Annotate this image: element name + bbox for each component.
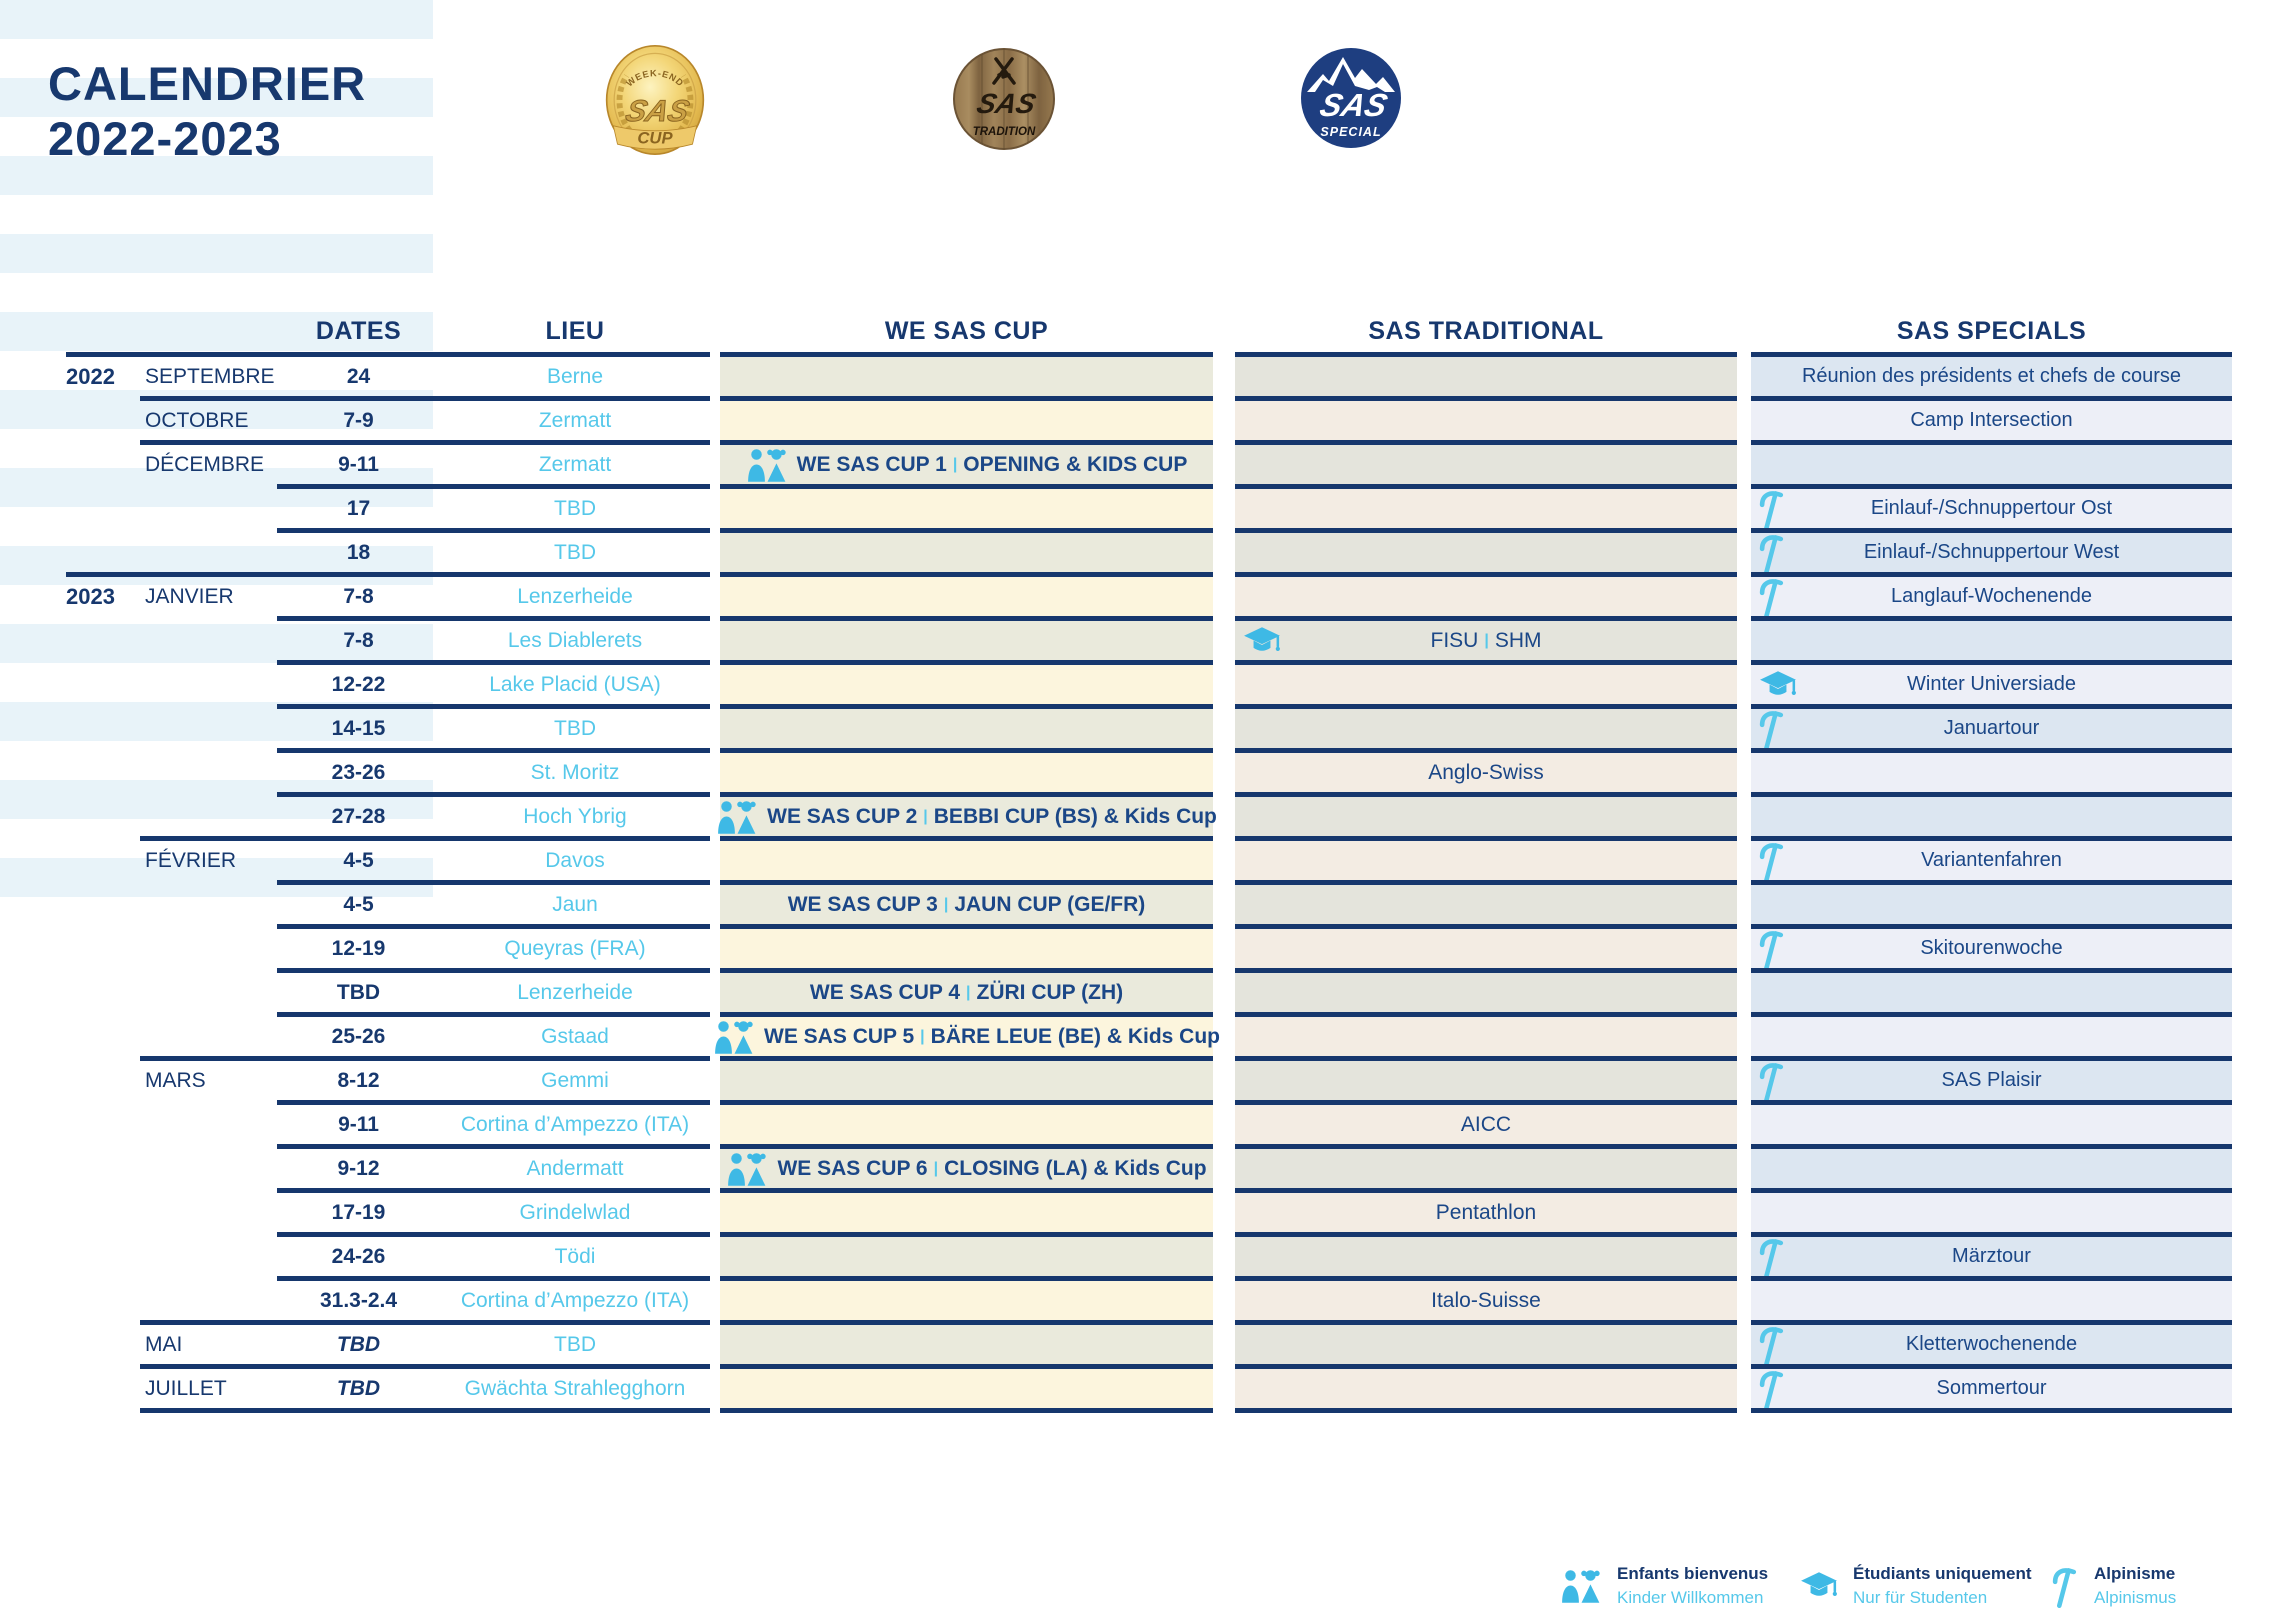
tradition-event-cell [1235, 885, 1737, 924]
specials-event-label: Skitourenwoche [1920, 937, 2063, 959]
date-cell: 23-26 [331, 761, 386, 784]
cup-event-detail: CLOSING (LA) & Kids Cup [944, 1156, 1207, 1180]
pipe-separator: | [952, 455, 958, 473]
legend-label-de: Kinder Willkommen [1617, 1587, 1764, 1607]
specials-event-cell [1751, 797, 2232, 836]
legend-labels [1853, 1562, 2032, 1610]
date-lieu-row-bg [0, 273, 433, 312]
cup-event-cell [720, 1193, 1213, 1232]
lieu-cell: Hoch Ybrig [523, 805, 627, 828]
cup-event-cell [720, 885, 1213, 924]
cup-event-cell [720, 1325, 1213, 1364]
lieu-cell: Lenzerheide [517, 981, 633, 1004]
medal-cup-text: CUP [637, 128, 673, 148]
date-lieu-row-bg [0, 195, 433, 234]
specials-event-cell [1751, 445, 2232, 484]
pipe-separator: | [923, 807, 928, 825]
cup-event-cell [720, 929, 1213, 968]
lieu-cell: Cortina d’Ampezzo (ITA) [460, 1113, 690, 1136]
specials-event-label: Januartour [1943, 717, 2040, 739]
lieu-cell: Jaun [552, 893, 598, 916]
kids-icon [746, 447, 788, 483]
date-cell: 7-8 [343, 629, 374, 652]
legend-item [1800, 1562, 2032, 1610]
date-cell: TBD [336, 1377, 381, 1400]
column-header-lieu: LIEU [545, 317, 605, 345]
date-cell: 17-19 [331, 1201, 386, 1224]
month-label: MARS [145, 1069, 206, 1092]
table-bottom-line [140, 1408, 710, 1413]
specials-event-cell [1751, 1105, 2232, 1144]
lieu-cell: Lenzerheide [517, 585, 633, 608]
specials-event-cell [1751, 1237, 2232, 1276]
cup-event-cell [720, 709, 1213, 748]
cup-event-cell [720, 665, 1213, 704]
cup-event-cell [720, 753, 1213, 792]
date-cell: 4-5 [343, 849, 374, 872]
lieu-cell: Andermatt [526, 1157, 624, 1180]
graduation-cap-icon [1243, 626, 1281, 656]
month-label: JUILLET [145, 1377, 227, 1400]
cup-event-title: WE SAS CUP 1 [796, 452, 947, 476]
date-cell: TBD [336, 981, 381, 1004]
cup-event-title: WE SAS CUP 2 [767, 804, 918, 828]
legend-label-fr: Alpinisme [2094, 1564, 2176, 1583]
tradition-event-cell [1235, 1061, 1737, 1100]
tradition-event-cell [1235, 577, 1737, 616]
cup-event-cell [720, 973, 1213, 1012]
specials-event-cell [1751, 753, 2232, 792]
tradition-event-cell [1235, 1369, 1737, 1408]
tradition-event-cell [1235, 489, 1737, 528]
date-cell: 8-12 [337, 1069, 380, 1092]
tradition-event-cell [1235, 445, 1737, 484]
specials-event-label: Märztour [1952, 1245, 2031, 1267]
specials-event-label: Einlauf-/Schnuppertour Ost [1870, 497, 2113, 519]
pipe-separator: | [920, 1027, 925, 1045]
table-bottom-line [720, 1408, 1213, 1413]
column-header-we-sas-cup: WE SAS CUP [884, 317, 1049, 345]
year-label: 2022 [66, 364, 115, 389]
date-cell: 7-9 [343, 409, 374, 432]
table-bottom-line [1235, 1408, 1737, 1413]
date-cell: 9-11 [338, 453, 379, 476]
specials-event-cell [1751, 885, 2232, 924]
cup-event-cell [720, 841, 1213, 880]
specials-event-cell [1751, 1061, 2232, 1100]
date-cell: TBD [336, 1333, 381, 1356]
specials-event-label: Langlauf-Wochenende [1891, 585, 2092, 607]
year-label: 2023 [66, 584, 115, 609]
lieu-cell: Queyras (FRA) [504, 937, 646, 960]
tradition-event-cell [1235, 1149, 1737, 1188]
tradition-event-cell [1235, 357, 1737, 396]
specials-event-cell [1751, 665, 2232, 704]
date-cell: 12-22 [331, 673, 386, 696]
tradition-label: TRADITION [972, 126, 1036, 138]
tradition-event-cell [1235, 753, 1737, 792]
tradition-event-cell [1235, 709, 1737, 748]
lieu-cell: TBD [554, 497, 596, 520]
tradition-event-cell [1235, 401, 1737, 440]
tradition-event-cell [1235, 665, 1737, 704]
specials-event-cell [1751, 1017, 2232, 1056]
lieu-cell: Gemmi [541, 1069, 609, 1092]
lieu-cell: Grindelwlad [519, 1201, 631, 1224]
column-header-sas-specials: SAS SPECIALS [1896, 317, 2087, 345]
tradition-event-cell [1235, 929, 1737, 968]
date-cell: 9-12 [337, 1157, 380, 1180]
medal-weekend-text: WEEK-END [624, 68, 686, 89]
ice-axe-icon [1759, 575, 1786, 619]
kids-icon [1560, 1568, 1602, 1604]
column-header-dates: DATES [315, 317, 402, 345]
page-title-line2: 2022-2023 [48, 112, 282, 166]
date-cell: 4-5 [343, 893, 374, 916]
specials-event-cell [1751, 1193, 2232, 1232]
cup-event-detail: OPENING & KIDS CUP [963, 452, 1188, 476]
specials-event-cell [1751, 1369, 2232, 1408]
legend-item [1560, 1562, 1768, 1610]
cup-event-cell [720, 1149, 1213, 1188]
lieu-cell: TBD [554, 541, 596, 564]
date-cell: 27-28 [331, 805, 386, 828]
table-bottom-line [1751, 1408, 2232, 1413]
lieu-cell: Cortina d’Ampezzo (ITA) [460, 1289, 690, 1312]
cup-event-cell [720, 1017, 1220, 1056]
cup-event-cell [720, 401, 1213, 440]
ice-axe-icon [2052, 1564, 2079, 1608]
lieu-cell: Gwächta Strahlegghorn [464, 1377, 686, 1400]
cup-event-cell [720, 533, 1213, 572]
ice-axe-icon [1759, 1367, 1786, 1411]
specials-event-label: Variantenfahren [1921, 849, 2062, 871]
tradition-event-label: Italo-Suisse [1431, 1288, 1541, 1312]
specials-event-label: Einlauf-/Schnuppertour West [1863, 541, 2120, 563]
date-cell: 14-15 [331, 717, 386, 740]
specials-event-cell [1751, 621, 2232, 660]
special-sas-mark: SAS [1316, 87, 1392, 123]
cup-event-title: WE SAS CUP 5 [764, 1024, 915, 1048]
medal-sas-mark: SAS [622, 94, 693, 128]
cup-event-detail: BEBBI CUP (BS) & Kids Cup [933, 804, 1217, 828]
ice-axe-icon [1759, 839, 1786, 883]
sas-tradition-logo [952, 47, 1056, 151]
tradition-event-cell [1235, 1237, 1737, 1276]
pipe-separator: | [966, 983, 971, 1001]
kids-icon [716, 799, 758, 835]
kids-icon [713, 1019, 755, 1055]
month-label: JANVIER [145, 585, 234, 608]
date-cell: 31.3-2.4 [319, 1289, 398, 1312]
tradition-event-label: Pentathlon [1435, 1200, 1537, 1224]
kids-icon [726, 1151, 768, 1187]
specials-event-label: Camp Intersection [1910, 409, 2073, 431]
ice-axe-icon [1759, 531, 1786, 575]
page-title [48, 56, 366, 167]
legend-labels [2094, 1562, 2176, 1610]
specials-event-cell [1751, 929, 2232, 968]
cup-event-detail: JAUN CUP (GE/FR) [954, 892, 1146, 916]
cup-event-cell [720, 1281, 1213, 1320]
cup-event-cell [720, 1061, 1213, 1100]
cup-event-detail: BÄRE LEUE (BE) & Kids Cup [930, 1024, 1220, 1048]
ice-axe-icon [1759, 1323, 1786, 1367]
cup-event-cell [720, 1105, 1213, 1144]
cup-event-cell [720, 489, 1213, 528]
specials-event-cell [1751, 1149, 2232, 1188]
cup-event-cell [720, 577, 1213, 616]
specials-event-cell [1751, 1325, 2232, 1364]
column-header-sas-traditional: SAS TRADITIONAL [1368, 317, 1604, 345]
cup-event-cell [720, 357, 1213, 396]
date-cell: 12-19 [331, 937, 386, 960]
specials-event-cell [1751, 357, 2232, 396]
legend-label-de: Alpinismus [2094, 1587, 2177, 1607]
pipe-separator: | [933, 1159, 939, 1177]
tradition-event-detail: SHM [1494, 628, 1542, 652]
specials-event-cell [1751, 489, 2232, 528]
tradition-event-cell [1235, 1281, 1737, 1320]
specials-event-cell [1751, 533, 2232, 572]
specials-event-label: Réunion des présidents et chefs de course [1801, 365, 2182, 387]
cup-event-cell [720, 1369, 1213, 1408]
date-cell: 24 [346, 365, 371, 388]
month-label: OCTOBRE [145, 409, 249, 432]
month-label: SEPTEMBRE [145, 365, 275, 388]
special-label: SPECIAL [1320, 125, 1382, 139]
cup-event-title: WE SAS CUP 6 [777, 1156, 928, 1180]
cup-event-cell [720, 797, 1217, 836]
ice-axe-icon [1759, 927, 1786, 971]
ice-axe-icon [1759, 1059, 1786, 1103]
tradition-event-cell [1235, 1325, 1737, 1364]
date-cell: 18 [346, 541, 371, 564]
cup-event-detail: ZÜRI CUP (ZH) [976, 980, 1124, 1004]
tradition-event-cell [1235, 1193, 1737, 1232]
month-label: MAI [145, 1333, 183, 1356]
specials-event-cell [1751, 577, 2232, 616]
lieu-cell: Les Diablerets [507, 629, 643, 652]
tradition-event-label: AICC [1460, 1112, 1512, 1136]
month-label: DÉCEMBRE [145, 453, 265, 476]
tradition-event-cell [1235, 1017, 1737, 1056]
tradition-event-cell [1235, 533, 1737, 572]
lieu-cell: Tödi [554, 1245, 596, 1268]
specials-event-cell [1751, 1281, 2232, 1320]
lieu-cell: Zermatt [538, 453, 612, 476]
date-cell: 17 [346, 497, 371, 520]
lieu-cell: TBD [554, 1333, 596, 1356]
lieu-cell: Lake Placid (USA) [489, 673, 661, 696]
date-cell: 7-8 [343, 585, 374, 608]
legend-label-fr: Enfants bienvenus [1617, 1564, 1769, 1583]
pipe-separator: | [1484, 631, 1489, 649]
ice-axe-icon [1759, 487, 1786, 531]
specials-event-cell [1751, 709, 2232, 748]
tradition-sas-mark: SAS [973, 88, 1039, 120]
month-label: FÉVRIER [145, 849, 237, 872]
legend-label-fr: Étudiants uniquement [1853, 1564, 2032, 1583]
date-cell: 24-26 [331, 1245, 386, 1268]
lieu-cell: Davos [545, 849, 605, 872]
page-title-line1: CALENDRIER [48, 57, 367, 110]
tradition-event-cell [1235, 797, 1737, 836]
legend-labels [1617, 1562, 1768, 1610]
cup-event-cell [720, 621, 1213, 660]
tradition-event-label: Anglo-Swiss [1428, 760, 1544, 784]
tradition-event-label: FISU [1430, 628, 1479, 652]
specials-event-cell [1751, 973, 2232, 1012]
graduation-cap-icon [1759, 670, 1797, 700]
lieu-cell: TBD [554, 717, 596, 740]
legend-item [2052, 1562, 2176, 1610]
specials-event-label: SAS Plaisir [1941, 1069, 2042, 1091]
cup-event-cell [720, 445, 1213, 484]
tradition-event-cell [1235, 1105, 1737, 1144]
date-cell: 9-11 [338, 1113, 379, 1136]
sas-special-logo [1299, 46, 1403, 150]
pipe-separator: | [943, 895, 949, 913]
specials-event-label: Kletterwochenende [1905, 1333, 2078, 1355]
lieu-cell: Gstaad [541, 1025, 609, 1048]
cup-event-cell [720, 1237, 1213, 1276]
graduation-cap-icon [1800, 1571, 1838, 1601]
specials-event-cell [1751, 401, 2232, 440]
cup-event-title: WE SAS CUP 4 [809, 980, 961, 1004]
tradition-event-cell [1235, 621, 1737, 660]
specials-event-cell [1751, 841, 2232, 880]
date-cell: 25-26 [331, 1025, 386, 1048]
lieu-cell: St. Moritz [530, 761, 620, 784]
specials-event-label: Sommertour [1936, 1377, 2047, 1399]
ice-axe-icon [1759, 1235, 1786, 1279]
tradition-event-cell [1235, 841, 1737, 880]
ice-axe-icon [1759, 707, 1786, 751]
legend-label-de: Nur für Studenten [1853, 1587, 1988, 1607]
specials-event-label: Winter Universiade [1907, 673, 2076, 695]
lieu-cell: Berne [546, 365, 604, 388]
date-lieu-row-bg [0, 234, 433, 273]
date-lieu-row-bg [0, 0, 433, 39]
tradition-event-cell [1235, 973, 1737, 1012]
lieu-cell: Zermatt [538, 409, 612, 432]
cup-event-title: WE SAS CUP 3 [787, 892, 938, 916]
we-sas-cup-medal-logo [605, 44, 705, 156]
